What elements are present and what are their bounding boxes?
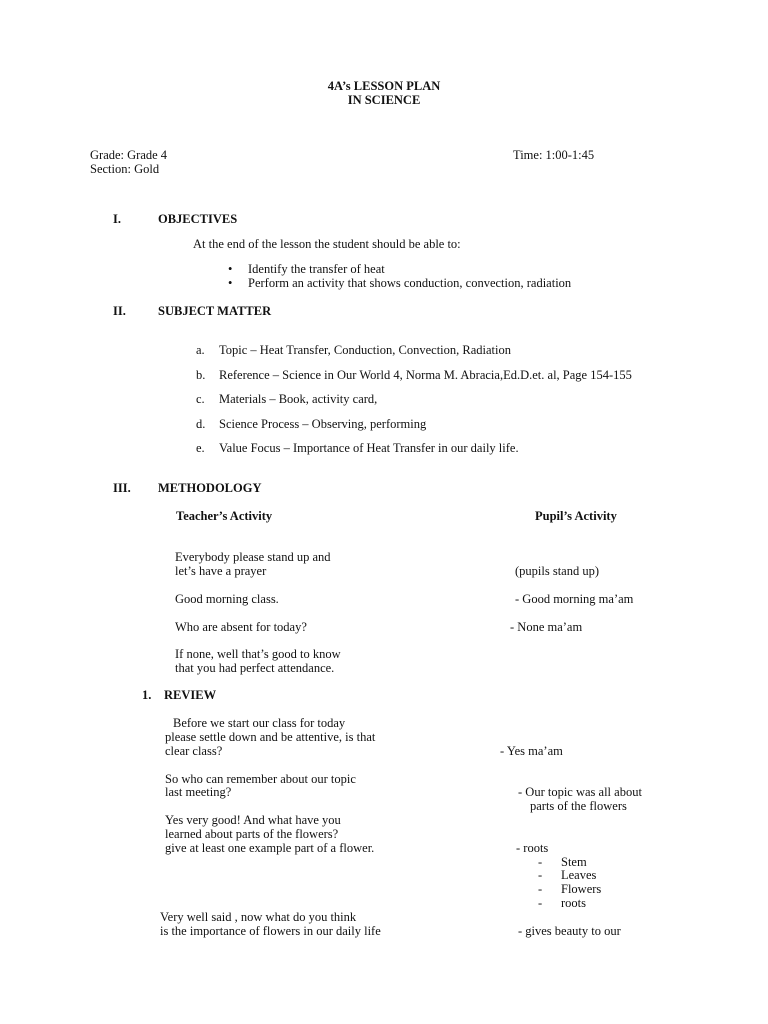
pupil-line: - Good morning ma’am <box>515 592 634 606</box>
teacher-activity-heading: Teacher’s Activity <box>176 509 273 523</box>
document-title-line1: 4A’s LESSON PLAN <box>327 79 441 93</box>
time-label: Time: 1:00-1:45 <box>513 148 595 162</box>
teacher-line: Yes very good! And what have you <box>165 813 341 827</box>
pupil-line: parts of the flowers <box>530 799 627 813</box>
review-number: 1. <box>142 688 152 702</box>
pupil-line: - None ma’am <box>510 620 583 634</box>
pupil-line: Flowers <box>561 882 602 896</box>
teacher-line: Before we start our class for today <box>173 716 346 730</box>
methodology-heading: METHODOLOGY <box>158 481 262 495</box>
teacher-line: is the importance of flowers in our daily life <box>160 924 381 938</box>
subject-matter-heading: SUBJECT MATTER <box>158 304 272 318</box>
subject-item-text: Science Process – Observing, performing <box>219 417 427 431</box>
subject-item-letter: c. <box>196 392 205 406</box>
pupil-line: - Yes ma’am <box>500 744 563 758</box>
pupil-line: Stem <box>561 855 587 869</box>
objectives-intro: At the end of the lesson the student should be able to: <box>193 237 461 251</box>
document-title-line2: IN SCIENCE <box>347 93 421 107</box>
subject-item-letter: a. <box>196 343 205 357</box>
teacher-line: let’s have a prayer <box>175 564 267 578</box>
subject-item-text: Value Focus – Importance of Heat Transfer in our daily life. <box>219 441 519 455</box>
pupil-dash: - <box>538 882 543 896</box>
teacher-line: last meeting? <box>165 785 232 799</box>
teacher-line: If none, well that’s good to know <box>175 647 341 661</box>
subject-matter-numeral: II. <box>113 304 126 318</box>
pupil-dash: - <box>538 855 543 869</box>
pupil-dash: - <box>538 896 543 910</box>
teacher-line: Who are absent for today? <box>175 620 307 634</box>
subject-item-text: Materials – Book, activity card, <box>219 392 378 406</box>
teacher-line: that you had perfect attendance. <box>175 661 335 675</box>
objectives-numeral: I. <box>113 212 121 226</box>
methodology-numeral: III. <box>113 481 131 495</box>
teacher-line: So who can remember about our topic <box>165 772 356 786</box>
teacher-line: learned about parts of the flowers? <box>165 827 339 841</box>
teacher-line: Very well said , now what do you think <box>160 910 357 924</box>
teacher-line: clear class? <box>165 744 223 758</box>
teacher-line: Everybody please stand up and <box>175 550 331 564</box>
teacher-line: Good morning class. <box>175 592 279 606</box>
grade-label: Grade: Grade 4 <box>90 148 168 162</box>
pupil-line: Leaves <box>561 868 597 882</box>
pupil-line: - gives beauty to our <box>518 924 621 938</box>
pupil-activity-heading: Pupil’s Activity <box>535 509 617 523</box>
review-heading: REVIEW <box>164 688 217 702</box>
pupil-line: - Our topic was all about <box>518 785 642 799</box>
teacher-line: give at least one example part of a flower. <box>165 841 375 855</box>
pupil-line: roots <box>561 896 586 910</box>
subject-item-letter: e. <box>196 441 205 455</box>
pupil-line: - roots <box>516 841 549 855</box>
subject-item-text: Reference – Science in Our World 4, Norma M. Abracia,Ed.D.et. al, Page 154-155 <box>219 368 632 382</box>
objective-item: • Perform an activity that shows conduction, convection, radiation <box>248 276 571 290</box>
section-label: Section: Gold <box>90 162 160 176</box>
objectives-heading: OBJECTIVES <box>158 212 238 226</box>
subject-item-text: Topic – Heat Transfer, Conduction, Convection, Radiation <box>219 343 511 357</box>
pupil-line: (pupils stand up) <box>515 564 600 578</box>
objective-item: • Identify the transfer of heat <box>248 262 385 276</box>
subject-item-letter: d. <box>196 417 206 431</box>
subject-item-letter: b. <box>196 368 206 382</box>
teacher-line: please settle down and be attentive, is that <box>165 730 376 744</box>
pupil-dash: - <box>538 868 543 882</box>
